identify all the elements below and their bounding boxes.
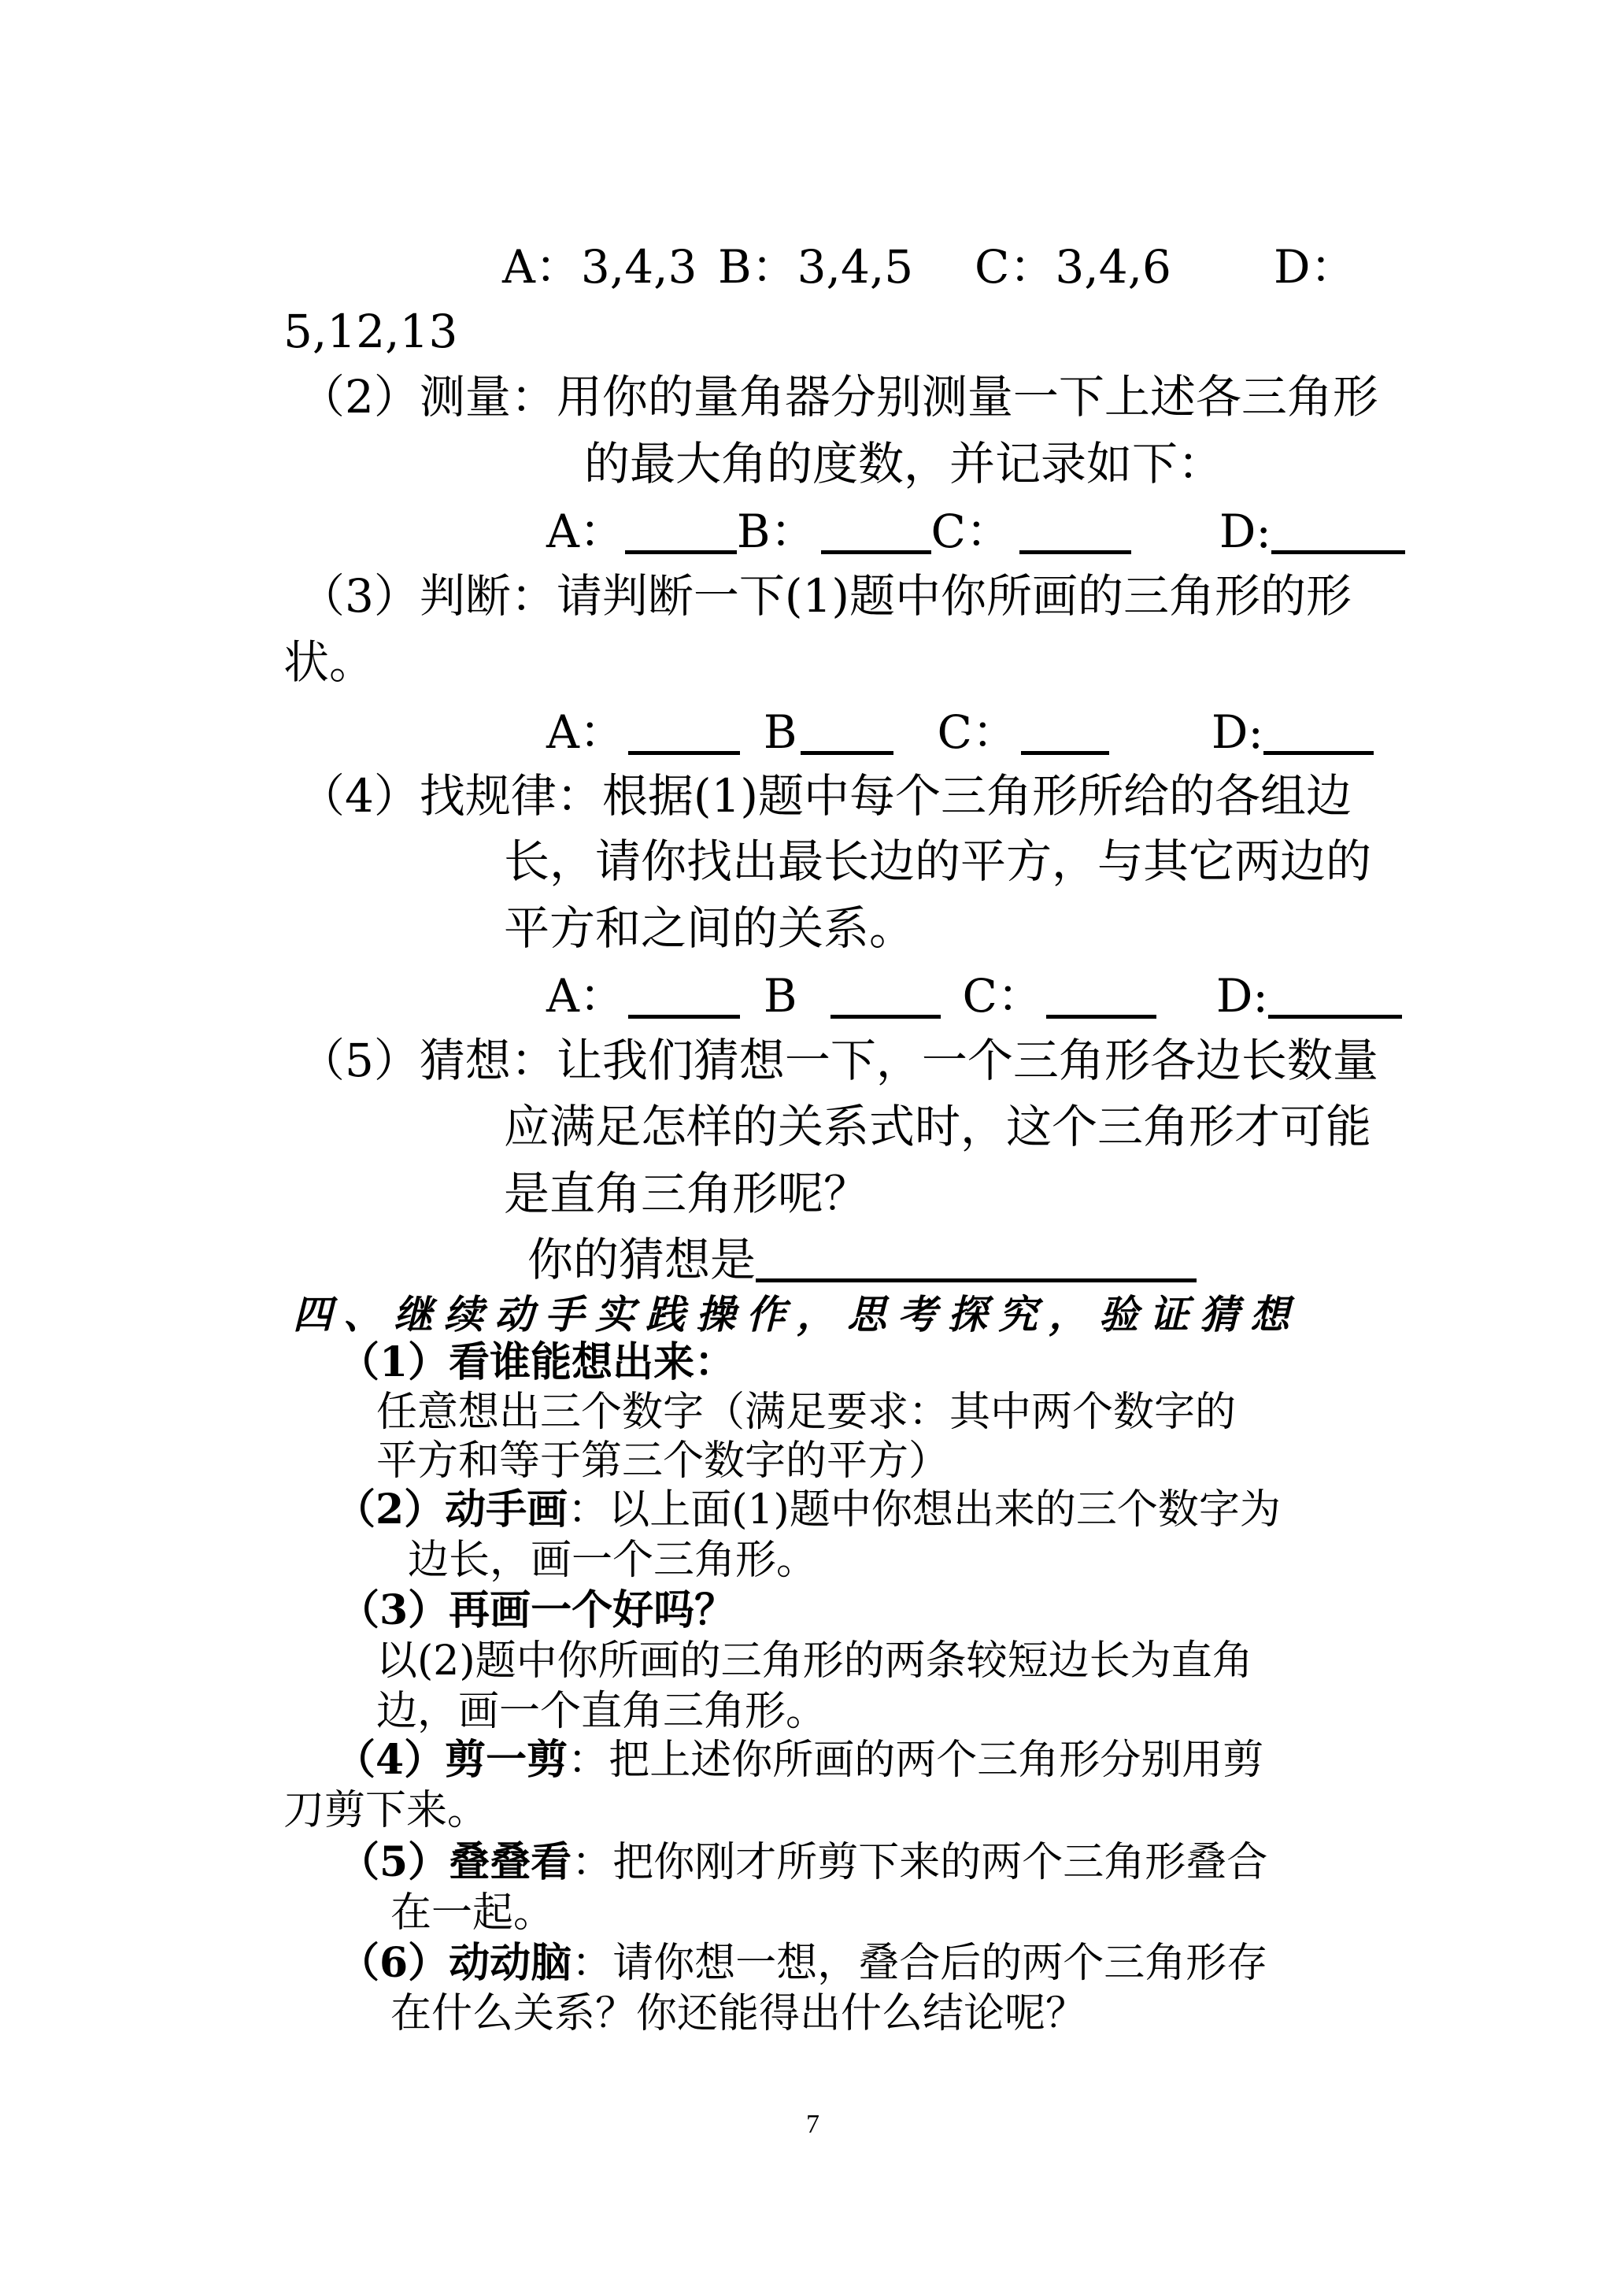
option-c: C：3,4,6 (975, 240, 1171, 294)
pattern-d-blank[interactable] (1268, 972, 1402, 1019)
measure-a-blank[interactable] (625, 508, 737, 554)
item5-text: ：把你刚才所剪下来的两个三角形叠合 (572, 1839, 1268, 1886)
judge-line-1: （3）判断：请判断一下(1)题中你所画的三角形的形 (299, 569, 1352, 623)
item3-line-2: 边，画一个直角三角形。 (376, 1688, 827, 1735)
item5-label: （5）叠叠看 (338, 1838, 572, 1886)
judge-c-label: C： (937, 705, 1018, 759)
option-d-values: 5,12,13 (283, 305, 458, 358)
item3-label: （3）再画一个好吗？ (338, 1586, 736, 1634)
guess-blank[interactable] (756, 1236, 1197, 1282)
item2-line-2: 边长，画一个三角形。 (408, 1537, 818, 1584)
pattern-c-blank[interactable] (1046, 972, 1156, 1019)
pattern-answers (546, 969, 1402, 1023)
judge-d-blank[interactable] (1263, 709, 1374, 755)
pattern-line-1: （4）找规律：根据(1)题中每个三角形所给的各组边 (299, 769, 1352, 823)
item4-line-2: 刀剪下来。 (283, 1787, 489, 1834)
guess-label: 你的猜想是 (527, 1233, 757, 1286)
item1-line-2: 平方和等于第三个数字的平方） (376, 1437, 950, 1485)
measure-answers (546, 505, 1405, 558)
pattern-line-2: 长，请你找出最长边的平方，与其它两边的 (504, 834, 1372, 888)
measure-b-blank[interactable] (821, 508, 931, 554)
measure-c-blank[interactable] (1019, 508, 1131, 554)
item6-label: （6）动动脑 (338, 1939, 572, 1987)
item1-label: （1）看谁能想出来： (338, 1338, 736, 1386)
item2-label: （2）动手画 (335, 1486, 568, 1534)
guess-line-2: 应满足怎样的关系式时，这个三角形才可能 (504, 1100, 1372, 1153)
item6-line-2: 在什么关系？你还能得出什么结论呢？ (390, 1990, 1087, 2037)
judge-b-blank[interactable] (801, 709, 893, 755)
judge-line-2: 状。 (283, 635, 375, 689)
judge-answers (546, 705, 1374, 759)
item6-text: ：请你想一想，叠合后的两个三角形存 (572, 1940, 1268, 1987)
item2-text: ：以上面(1)题中你想出来的三个数字为 (568, 1486, 1281, 1534)
option-b: B：3,4,5 (718, 240, 914, 294)
pattern-a-blank[interactable] (628, 972, 740, 1019)
pattern-d-label: D: (1215, 969, 1268, 1023)
item4-label: （4）剪一剪 (335, 1736, 568, 1784)
item1-line-1: 任意想出三个数字（满足要求：其中两个数字的 (376, 1389, 1237, 1436)
pattern-c-label: C： (962, 969, 1043, 1023)
measure-line-1: （2）测量：用你的量角器分别测量一下上述各三角形 (299, 370, 1378, 424)
judge-b-label: B (763, 705, 797, 759)
item5-line-1 (338, 1838, 1268, 1886)
judge-c-blank[interactable] (1021, 709, 1109, 755)
judge-a-label: A： (546, 705, 625, 759)
option-d: D： (1274, 240, 1356, 294)
pattern-a-label: A： (546, 969, 625, 1023)
guess-answer (527, 1233, 1197, 1286)
item2-line-1 (335, 1486, 1281, 1534)
item4-line-1 (335, 1736, 1264, 1784)
page-number: 7 (806, 2110, 819, 2139)
item3-line-1: 以(2)题中你所画的三角形的两条较短边长为直角 (376, 1637, 1253, 1685)
pattern-b-blank[interactable] (830, 972, 941, 1019)
measure-c-label: C： (930, 505, 1012, 558)
judge-d-label: D: (1211, 705, 1263, 759)
option-a: A：3,4,3 (502, 240, 697, 294)
measure-d-label: D: (1219, 505, 1271, 558)
item6-line-1 (338, 1939, 1268, 1987)
item5-line-2: 在一起。 (390, 1889, 555, 1937)
measure-d-blank[interactable] (1271, 508, 1405, 554)
measure-line-2: 的最大角的度数，并记录如下： (584, 437, 1224, 490)
section-four-heading: 四、继续动手实践操作，思考探究，验证猜想 (293, 1291, 1300, 1338)
measure-b-label: B： (736, 505, 816, 558)
guess-line-1: （5）猜想：让我们猜想一下，一个三角形各边长数量 (299, 1034, 1378, 1087)
pattern-line-3: 平方和之间的关系。 (504, 901, 916, 955)
item4-text: ：把上述你所画的两个三角形分别用剪 (568, 1737, 1264, 1784)
measure-a-label: A： (546, 505, 625, 558)
judge-a-blank[interactable] (628, 709, 740, 755)
guess-line-3: 是直角三角形呢？ (504, 1167, 870, 1220)
pattern-b-label: B (763, 969, 797, 1023)
